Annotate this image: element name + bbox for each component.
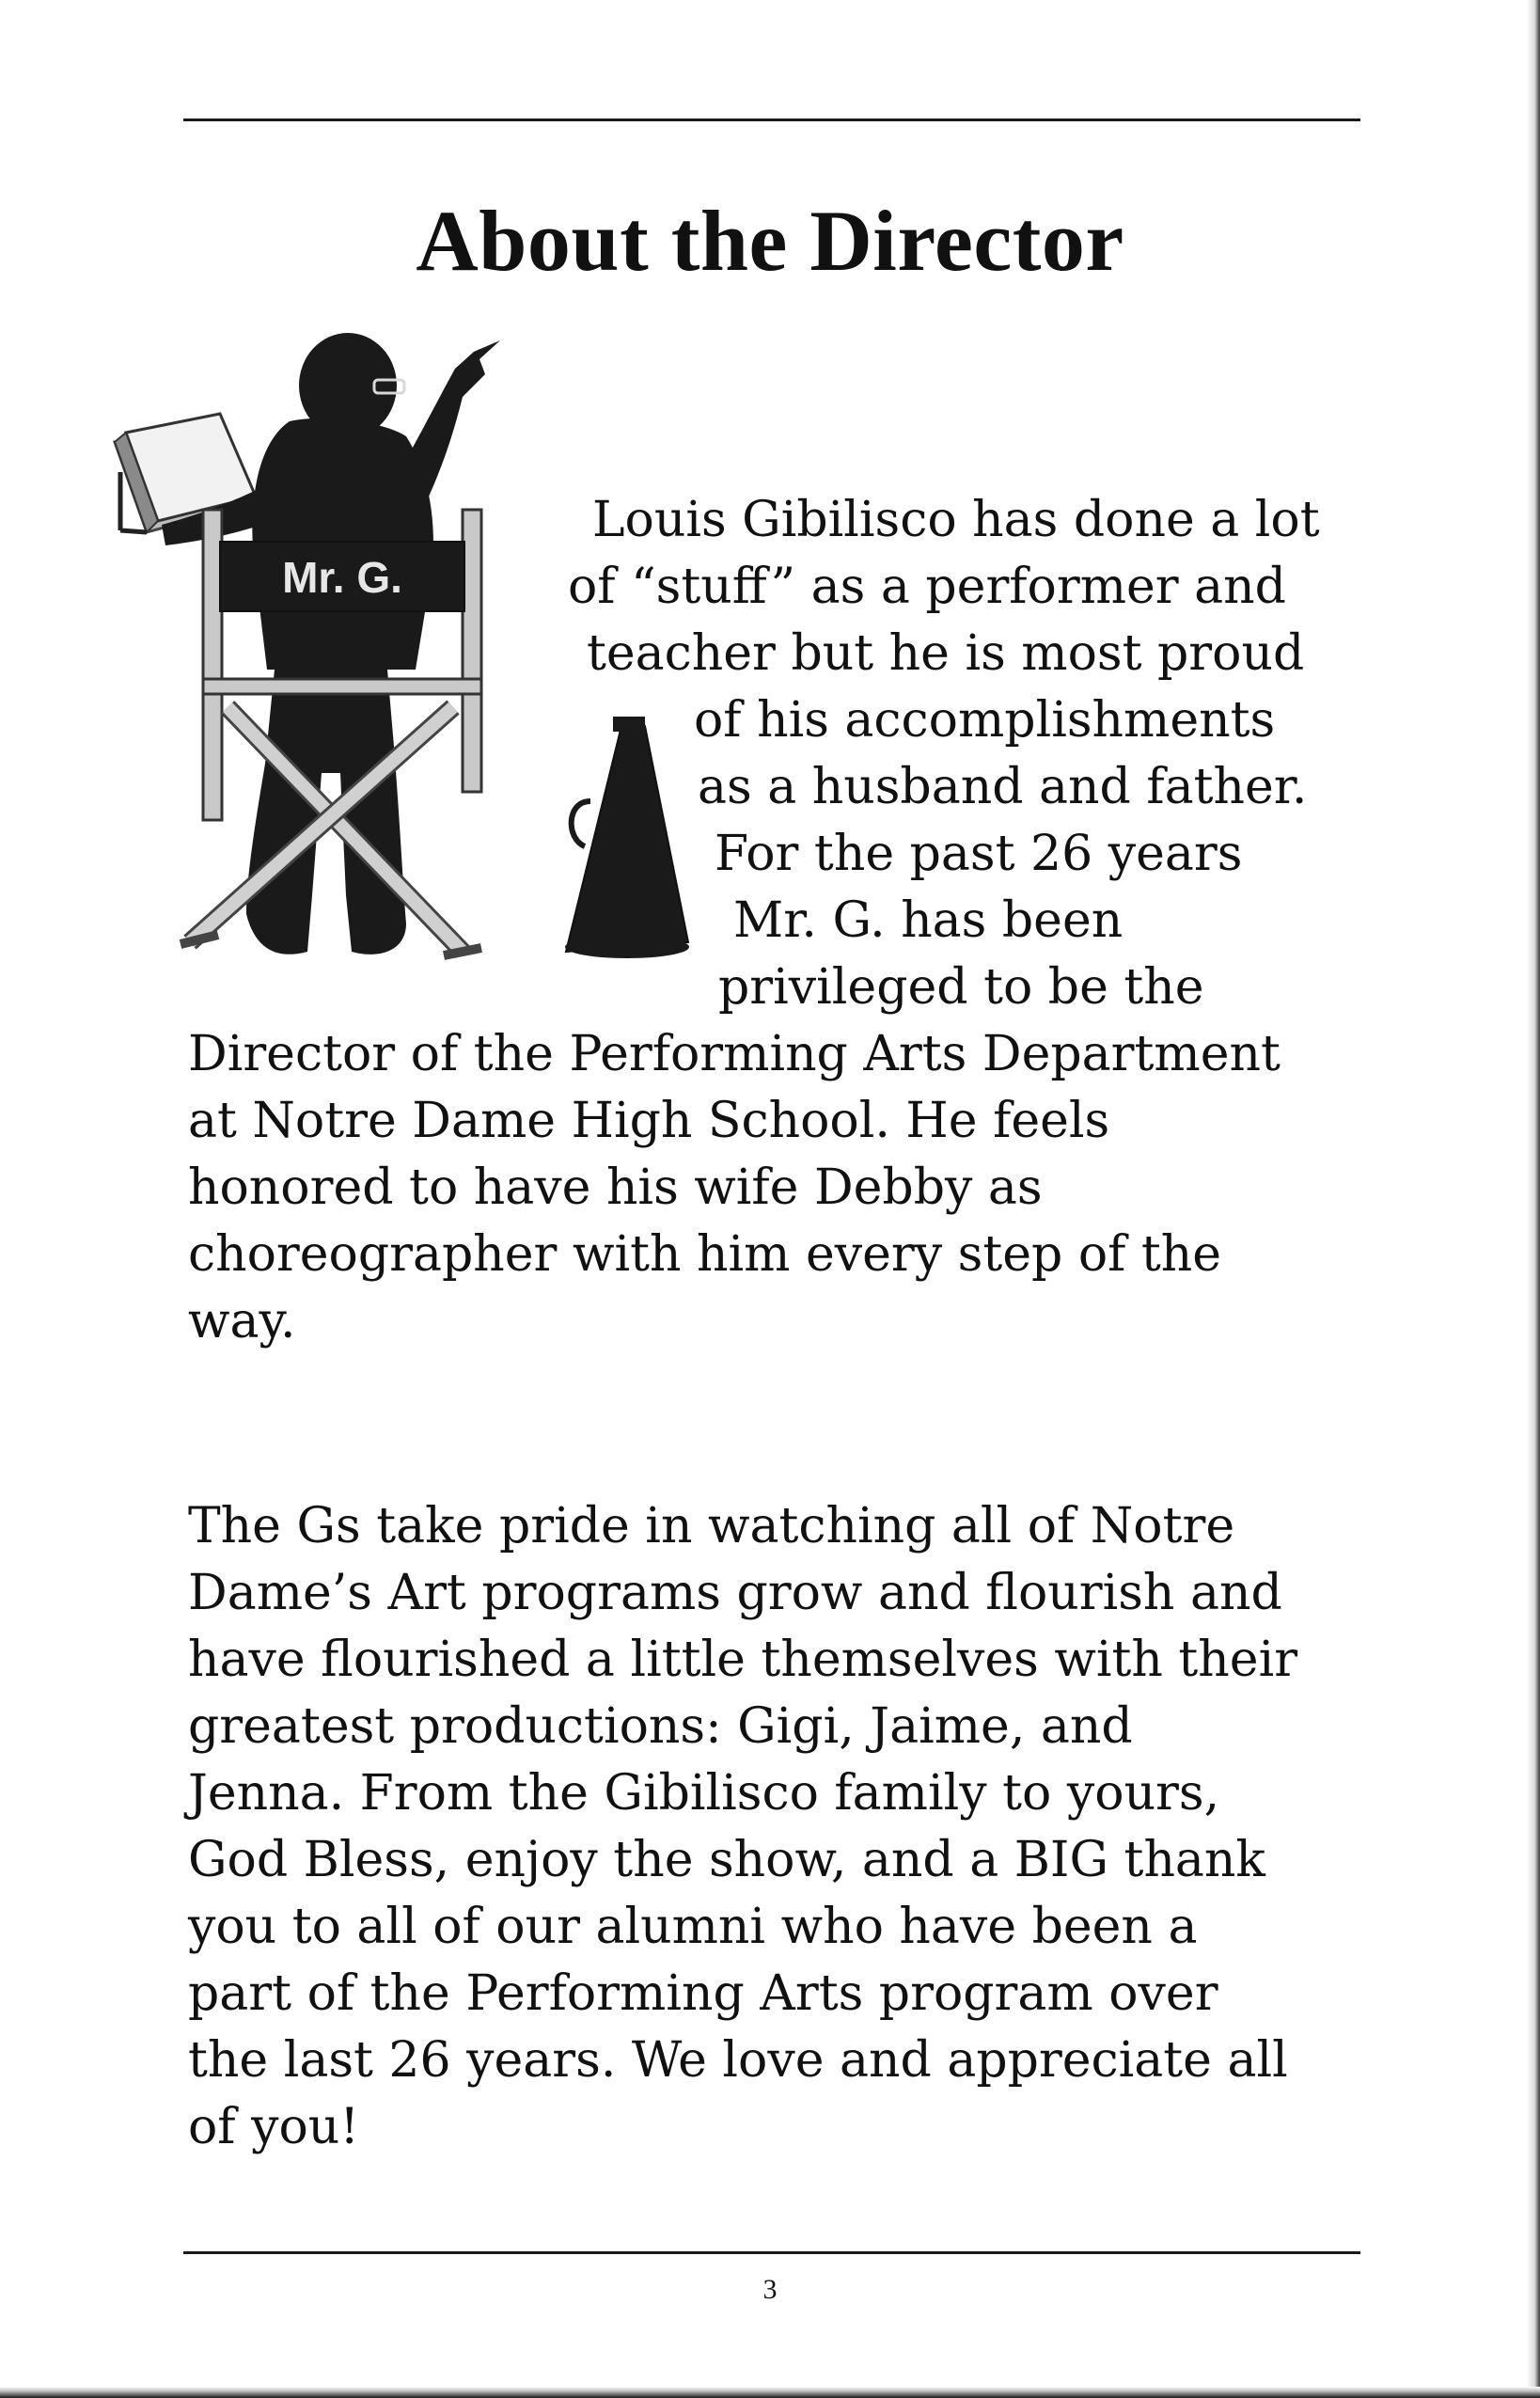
- paragraph-2-line-5: Jenna. From the Gibilisco family to yours,: [188, 1765, 1220, 1822]
- paragraph-2-line-7: you to all of our alumni who have been a: [188, 1899, 1198, 1955]
- paragraph-1-line-7: Mr. G. has been: [733, 892, 1124, 949]
- paragraph-2-line-9: the last 26 years. We love and appreciate all: [188, 2032, 1288, 2089]
- paragraph-1-line-4: of his accomplishments: [694, 692, 1276, 749]
- paragraph-2-line-6: God Bless, enjoy the show, and a BIG thank: [188, 1832, 1265, 1888]
- paragraph-2-line-8: part of the Performing Arts program over: [188, 1965, 1218, 2022]
- paragraph-1-line-5: as a husband and father.: [698, 759, 1308, 815]
- top-rule: [183, 118, 1360, 121]
- page-number: 3: [762, 2274, 778, 2305]
- paragraph-1-line-6: For the past 26 years: [715, 826, 1243, 882]
- paragraph-1-line-13: way.: [188, 1293, 296, 1349]
- paragraph-2-line-4: greatest productions: Gigi, Jaime, and: [188, 1698, 1133, 1755]
- paragraph-1-line-1: Louis Gibilisco has done a lot: [592, 492, 1320, 548]
- paragraph-1-line-3: teacher but he is most proud: [587, 625, 1305, 682]
- page-edge-shadow: [1527, 0, 1540, 2398]
- page-bottom-edge: [0, 2387, 1540, 2398]
- paragraph-1-line-2: of “stuff” as a performer and: [568, 559, 1286, 615]
- page-title: About the Director: [416, 192, 1124, 289]
- megaphone-icon: [565, 717, 689, 958]
- bottom-rule: [183, 2251, 1360, 2254]
- paragraph-2-line-10: of you!: [188, 2099, 360, 2155]
- paragraph-2-line-3: have flourished a little themselves with their: [188, 1632, 1298, 1688]
- paragraph-1-line-9: Director of the Performing Arts Department: [188, 1026, 1281, 1082]
- paragraph-2-line-1: The Gs take pride in watching all of Notre: [188, 1498, 1235, 1554]
- paragraph-1-line-10: at Notre Dame High School. He feels: [188, 1093, 1110, 1149]
- chair-label: Mr. G.: [282, 553, 402, 602]
- paragraph-1-line-11: honored to have his wife Debby as: [188, 1160, 1043, 1216]
- paragraph-2-line-2: Dame’s Art programs grow and flourish and: [188, 1565, 1282, 1621]
- paragraph-1-line-8: privileged to be the: [718, 959, 1204, 1016]
- paragraph-1-line-12: choreographer with him every step of the: [188, 1226, 1222, 1283]
